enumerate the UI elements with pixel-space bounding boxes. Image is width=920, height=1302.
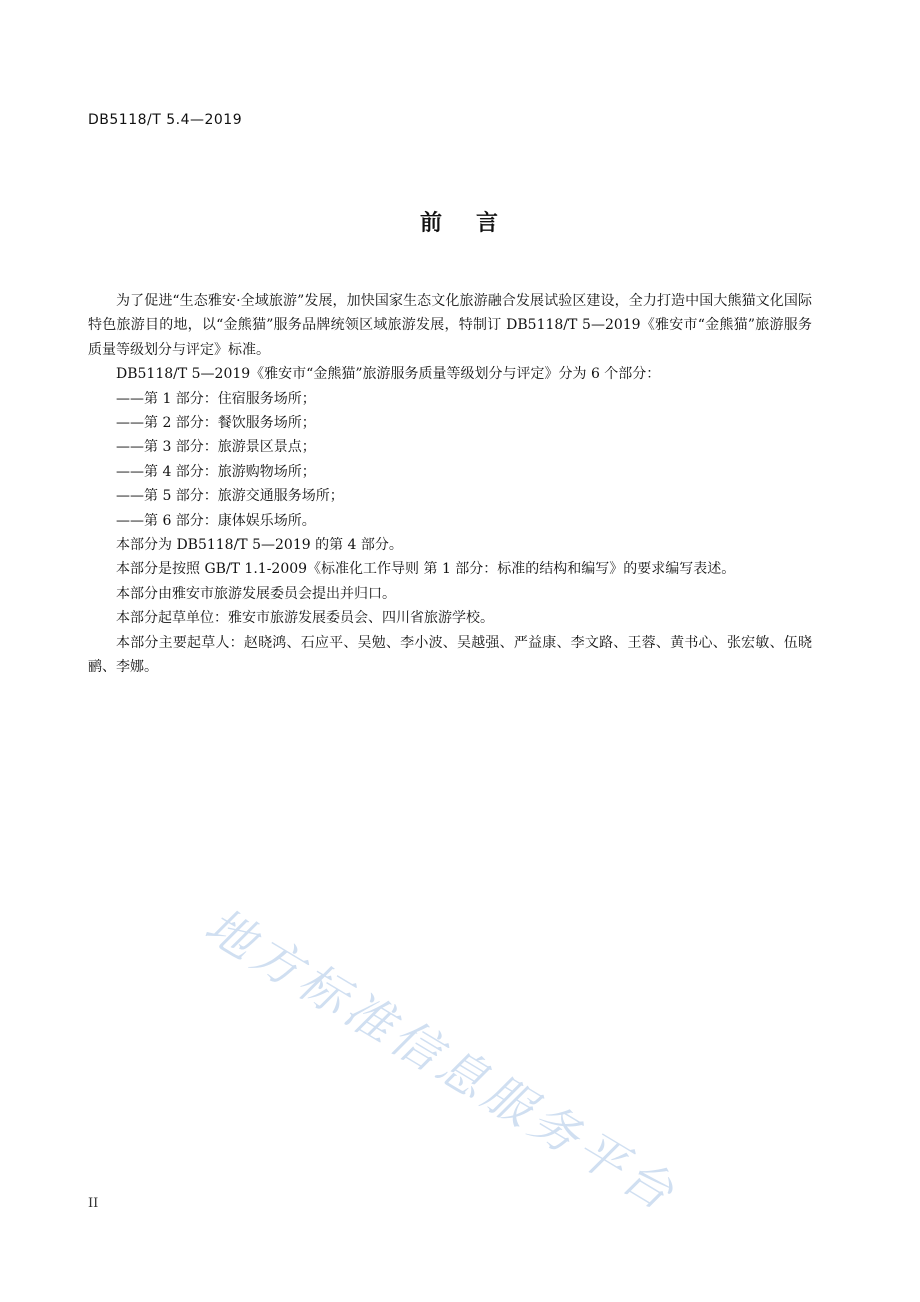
document-code: DB5118/T 5.4—2019 — [88, 112, 243, 128]
paragraph-proposer: 本部分由雅安市旅游发展委员会提出并归口。 — [116, 585, 396, 602]
paragraph-parts-summary: DB5118/T 5—2019《雅安市“金熊猫”旅游服务质量等级划分与评定》分为 6 个部分： — [116, 366, 661, 383]
page-number: II — [88, 1196, 99, 1211]
list-item-part-5: ——第 5 部分：旅游交通服务场所； — [116, 488, 344, 505]
watermark: 地方标准信息服务平台 — [195, 897, 688, 1224]
paragraph-drafters: 本部分主要起草人：赵晓鸿、石应平、吴勉、李小波、吴越强、严益康、李文路、王蓉、黄书心、张宏敏、伍晓鹂、李娜。 — [88, 634, 812, 676]
page-title — [0, 206, 920, 237]
list-item-part-3: ——第 3 部分：旅游景区景点； — [116, 439, 316, 456]
list-item-part-2: ——第 2 部分：餐饮服务场所； — [116, 415, 316, 432]
title-char-2: 言 — [476, 211, 501, 236]
list-item-part-4: ——第 4 部分：旅游购物场所； — [116, 463, 316, 480]
list-item-part-1: ——第 1 部分：住宿服务场所； — [116, 390, 316, 407]
title-char-1: 前 — [419, 211, 444, 236]
list-item-part-6: ——第 6 部分：康体娱乐场所。 — [116, 512, 316, 529]
foreword-body — [88, 289, 812, 680]
paragraph-drafting-units: 本部分起草单位：雅安市旅游发展委员会、四川省旅游学校。 — [116, 610, 494, 627]
paragraph-intro: 为了促进“生态雅安·全域旅游”发展，加快国家生态文化旅游融合发展试验区建设，全力打造中国大熊猫文化国际特色旅游目的地，以“金熊猫”服务品牌统领区域旅游发展，特制订 DB5118/T 5—2019《雅安市“金熊猫”旅游服务质量等级划分与评定》标准。 — [88, 293, 812, 358]
paragraph-this-part: 本部分为 DB5118/T 5—2019 的第 4 部分。 — [116, 537, 403, 554]
paragraph-drafting-rules: 本部分是按照 GB/T 1.1-2009《标准化工作导则 第 1 部分：标准的结构和编写》的要求编写表述。 — [116, 561, 736, 578]
